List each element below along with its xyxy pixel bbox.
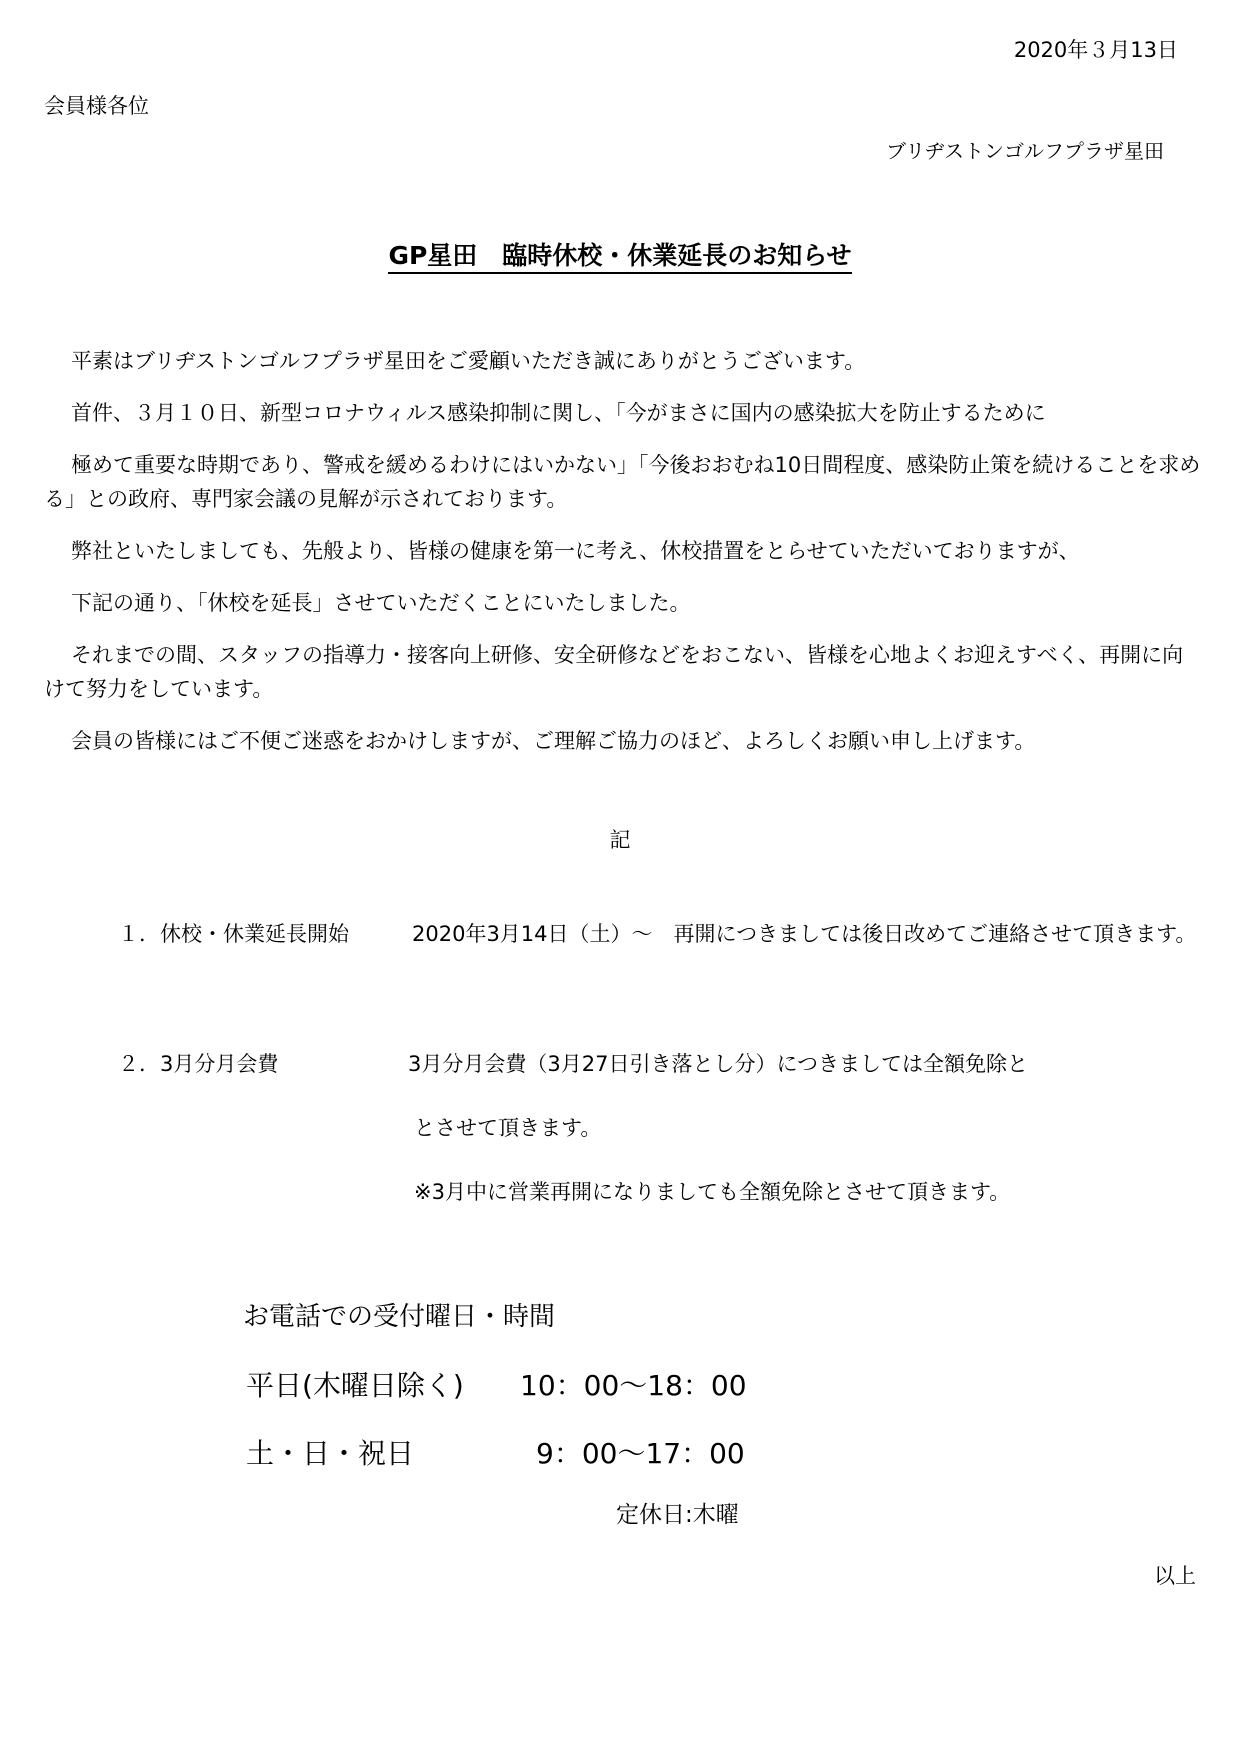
weekday-label: 平日(木曜日除く): [246, 1369, 464, 1402]
paragraph: 平素はブリヂストンゴルフプラザ星田をご愛顧いただき誠にありがとうございます。: [71, 349, 866, 373]
closing-mark: 以上: [1154, 1564, 1196, 1588]
item-1-number: １．: [118, 922, 160, 946]
recipient-line: 会員様各位: [44, 94, 149, 118]
item-2-label: 3月分月会費: [160, 1052, 279, 1076]
item-2-value-line: とさせて頂きます。: [414, 1116, 602, 1140]
item-2-note: ※3月中に営業再開になりましても全額免除とさせて頂きます。: [414, 1180, 1011, 1204]
weekday-hours: 10：00～18：00: [520, 1369, 747, 1402]
paragraph: 下記の通り、「休校を延長」させていただくことにいたしました。: [71, 591, 691, 615]
item-2-number: ２．: [118, 1052, 160, 1076]
document-date: 2020年３月13日: [1013, 38, 1178, 62]
notice-title: [0, 236, 1240, 272]
weekend-holiday-label: 土・日・祝日: [246, 1437, 415, 1470]
ki-heading: 記: [609, 828, 631, 852]
sender-name: ブリヂストンゴルフプラザ星田: [886, 139, 1164, 163]
phone-hours-heading: お電話での受付曜日・時間: [243, 1302, 556, 1332]
paragraph: 極めて重要な時期であり、警戒を緩めるわけにはいかない」「今後おおむね10日間程度、感染防止策を続けることを求める」との政府、専門家会議の見解が示されております。: [44, 453, 1201, 511]
paragraph: 首件、３月１０日、新型コロナウィルス感染抑制に関し、「今がまさに国内の感染拡大を防止するために: [71, 401, 1046, 425]
paragraph: それまでの間、スタッフの指導力・接客向上研修、安全研修などをおこない、皆様を心地よくお迎えすべく、再開に向けて努力をしています。: [44, 643, 1184, 701]
notice-title-text: GP星田 臨時休校・休業延長のお知らせ: [388, 241, 851, 274]
closed-day: 定休日:木曜: [616, 1502, 739, 1528]
weekend-holiday-hours: 9：00～17：00: [536, 1437, 745, 1470]
item-2-value-line: 3月分月会費（3月27日引き落とし分）につきましては全額免除と: [408, 1052, 1029, 1076]
paragraph: 会員の皆様にはご不便ご迷惑をおかけしますが、ご理解ご協力のほど、よろしくお願い申し上げます。: [71, 729, 1036, 753]
item-1-label: 休校・休業延長開始: [160, 922, 349, 946]
paragraph: 弊社といたしましても、先般より、皆様の健康を第一に考え、休校措置をとらせていただいておりますが、: [71, 539, 1080, 563]
body-paragraphs: [44, 344, 1204, 776]
item-1-value: 2020年3月14日（土）～ 再開につきましては後日改めてご連絡させて頂きます。: [412, 922, 1197, 946]
